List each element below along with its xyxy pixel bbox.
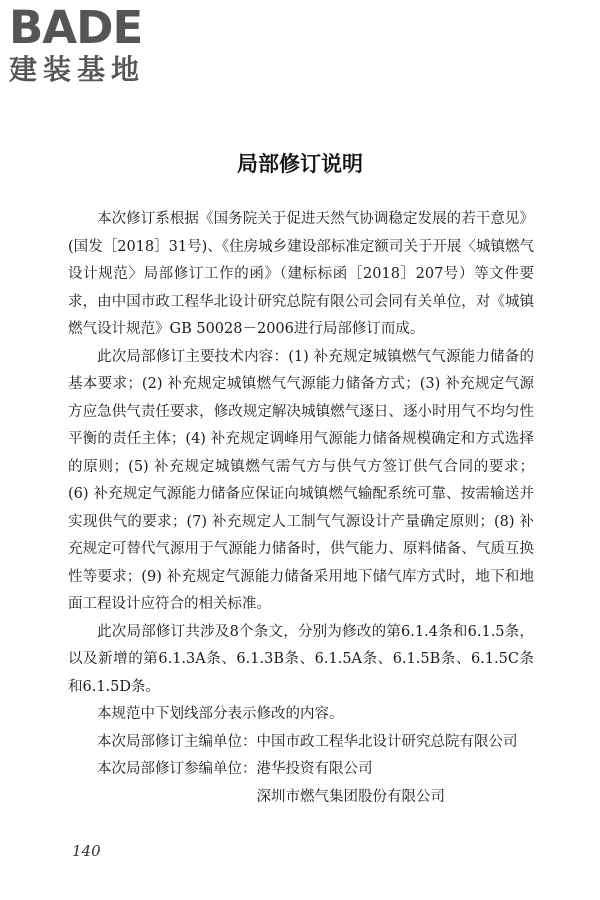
participants-values (257, 756, 535, 811)
paragraph-clauses: 此次局部修订共涉及8个条文，分别为修改的第6.1.4条和6.1.5条，以及新增的第6.1.3A条、6.1.3B条、6.1.5A条、6.1.5B条、6.1.5C条和6.1.5D条。 (68, 623, 534, 695)
bade-logo (9, 1, 174, 90)
document-body (68, 206, 534, 811)
page-number: 140 (72, 842, 101, 860)
participants-label: 本次局部修订参编单位： (97, 761, 257, 777)
logo-subtitle: 建装基地 (9, 53, 146, 86)
chief-editor-unit: 中国市政工程华北设计研究总院有限公司 (256, 733, 518, 750)
chief-editor-row (68, 729, 534, 757)
participant-unit: 港华投资有限公司 (256, 761, 373, 777)
paragraph-revision-basis: 本次修订系根据《国务院关于促进天然气协调稳定发展的若干意见》(国发［2018］31号)、《住房城乡建设部标准定额司关于开展〈城镇燃气设计规范〉局部修订工作的函》（建标标函［2018］207号）等文件要求，由中国市政工程华北设计研究总院有限公司会同有关单位，对《城镇燃气设计规范》GB 50028－2006进行局部修订而成。 (68, 211, 534, 337)
chief-editor-label: 本次局部修订主编单位： (97, 733, 257, 750)
logo-wordmark: BADE (9, 1, 143, 54)
participant-unit: 深圳市燃气集团股份有限公司 (256, 788, 445, 805)
page-title: 局部修订说明 (237, 152, 363, 176)
chief-editor-values (257, 729, 535, 757)
paragraph-technical-content: 此次局部修订主要技术内容：(1) 补充规定城镇燃气气源能力储备的基本要求；(2) 补充规定城镇燃气气源能力储备方式；(3) 补充规定气源方应急供气责任要求，修改规定解决城镇燃气逐日、逐小时用气不均匀性平衡的责任主体；(4) 补充规定调峰用气源能力储备规模确定和方式选择的原则；(5) 补充规定城镇燃气需气方与供气方签订供气合同的要求；(6) 补充规定气源能力储备应保证向城镇燃气输配系统可靠、按需输送并实现供气的要求；(7) 补充规定人工制气气源设计产量确定原则；(8) 补充规定可替代气源用于气源能力储备时，供气能力、原料储备、气质互换性等要求；(9) 补充规定气源能力储备采用地下储气库方式时，地下和地面工程设计应符合的相关标准。 (68, 348, 534, 612)
participants-row (68, 756, 534, 811)
paragraph-underline-note: 本规范中下划线部分表示修改的内容。 (97, 706, 344, 722)
